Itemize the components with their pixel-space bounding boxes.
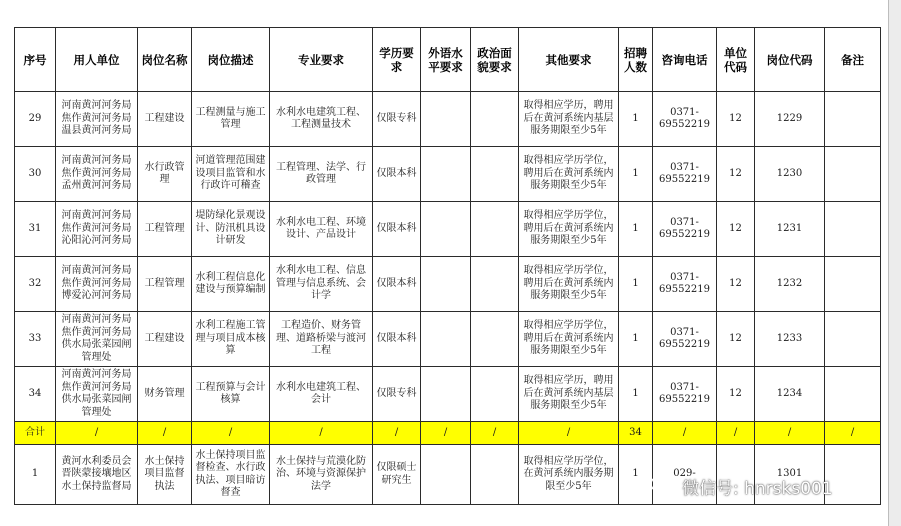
header-major: 专业要求: [270, 28, 373, 92]
cell-phone: 0371-69552219: [653, 147, 717, 202]
cell-lang: [421, 257, 471, 312]
cell-other: 取得相应学历学位，聘用后在黄河系统内服务期限至少5年: [519, 257, 619, 312]
cell-politics: [471, 445, 519, 505]
cell-edu: 仅限硕士研究生: [373, 445, 421, 505]
recruitment-table: [14, 27, 881, 505]
cell-politics: [471, 312, 519, 367]
cell-major: 水土保持与荒漠化防治、环境与资源保护法学: [270, 445, 373, 505]
cell-unit-code: 12: [717, 202, 755, 257]
table-row: [15, 367, 881, 422]
total-slash: /: [138, 422, 192, 445]
cell-no: 31: [15, 202, 56, 257]
table-row: [15, 147, 881, 202]
cell-no: 34: [15, 367, 56, 422]
header-lang: 外语水平要求: [421, 28, 471, 92]
cell-major: 水利水电工程、信息管理与信息系统、会计学: [270, 257, 373, 312]
cell-desc: 水利工程施工管理与项目成本核算: [192, 312, 270, 367]
cell-desc: 水利工程信息化建设与预算编制: [192, 257, 270, 312]
cell-count: 1: [619, 92, 653, 147]
cell-phone: 0371-69552219: [653, 257, 717, 312]
cell-note: [825, 202, 881, 257]
cell-unit: 河南黄河河务局焦作黄河河务局温县黄河河务局: [56, 92, 138, 147]
cell-note: [825, 312, 881, 367]
cell-desc: 工程测量与施工管理: [192, 92, 270, 147]
cell-unit: 河南黄河河务局焦作黄河河务局供水局张菜园闸管理处: [56, 312, 138, 367]
cell-other: 取得相应学历，聘用后在黄河系统内基层服务期限至少5年: [519, 92, 619, 147]
page-top-strip: [0, 0, 901, 22]
cell-note: [825, 367, 881, 422]
cell-politics: [471, 202, 519, 257]
header-politics: 政治面貌要求: [471, 28, 519, 92]
cell-politics: [471, 257, 519, 312]
cell-no: 29: [15, 92, 56, 147]
cell-lang: [421, 202, 471, 257]
cell-desc: 堤防绿化景观设计、防汛机具设计研发: [192, 202, 270, 257]
cell-lang: [421, 147, 471, 202]
header-desc: 岗位描述: [192, 28, 270, 92]
total-slash: /: [373, 422, 421, 445]
cell-post: 工程管理: [138, 202, 192, 257]
cell-unit-code: 12: [717, 367, 755, 422]
cell-edu: 仅限本科: [373, 257, 421, 312]
cell-no: 30: [15, 147, 56, 202]
cell-major: 水利水电建筑工程、工程测量技术: [270, 92, 373, 147]
total-slash: /: [270, 422, 373, 445]
cell-note: [825, 147, 881, 202]
cell-post: 财务管理: [138, 367, 192, 422]
cell-desc: 水土保持项目监督检查、水行政执法、项目暗访督查: [192, 445, 270, 505]
header-row: [15, 28, 881, 92]
cell-unit-code: 12: [717, 257, 755, 312]
wechat-watermark: [650, 472, 833, 500]
header-unit: 用人单位: [56, 28, 138, 92]
cell-count: 1: [619, 367, 653, 422]
cell-unit: 河南黄河河务局焦作黄河河务局供水局张菜园闸管理处: [56, 367, 138, 422]
total-count: 34: [619, 422, 653, 445]
total-slash: /: [56, 422, 138, 445]
cell-phone: 0371-69552219: [653, 202, 717, 257]
cell-post-code: 1233: [755, 312, 825, 367]
cell-count: 1: [619, 445, 653, 505]
cell-politics: [471, 92, 519, 147]
cell-post-code: 1301: [755, 445, 825, 505]
cell-edu: 仅限本科: [373, 202, 421, 257]
cell-phone: 0371-69552219: [653, 92, 717, 147]
cell-count: 1: [619, 312, 653, 367]
cell-no: 1: [15, 445, 56, 505]
cell-note: [825, 92, 881, 147]
cell-politics: [471, 147, 519, 202]
cell-other: 取得相应学历学位，聘用后在黄河系统内服务期限至少5年: [519, 312, 619, 367]
cell-post-code: 1234: [755, 367, 825, 422]
cell-major: 工程管理、法学、行政管理: [270, 147, 373, 202]
cell-politics: [471, 367, 519, 422]
cell-post-code: 1232: [755, 257, 825, 312]
cell-phone: 029-: [653, 445, 717, 505]
cell-count: 1: [619, 257, 653, 312]
table-row: [15, 257, 881, 312]
total-slash: /: [653, 422, 717, 445]
cell-edu: 仅限专科: [373, 367, 421, 422]
cell-post: 工程建设: [138, 92, 192, 147]
cell-edu: 仅限专科: [373, 92, 421, 147]
cell-post: 水行政管理: [138, 147, 192, 202]
cell-unit: 河南黄河河务局焦作黄河河务局孟州黄河河务局: [56, 147, 138, 202]
table-row: [15, 312, 881, 367]
total-slash: /: [192, 422, 270, 445]
table-row: [15, 202, 881, 257]
cell-unit-code: 12: [717, 92, 755, 147]
cell-lang: [421, 92, 471, 147]
cell-major: 工程造价、财务管理、道路桥梁与渡河工程: [270, 312, 373, 367]
cell-post-code: 1229: [755, 92, 825, 147]
header-unit-code: 单位代码: [717, 28, 755, 92]
cell-unit-code: 12: [717, 312, 755, 367]
cell-other: 取得相应学历，聘用后在黄河系统内基层服务期限至少5年: [519, 367, 619, 422]
cell-post: 水土保持项目监督执法: [138, 445, 192, 505]
cell-major: 水利水电工程、环境设计、产品设计: [270, 202, 373, 257]
cell-unit-code: 12: [717, 147, 755, 202]
cell-no: 32: [15, 257, 56, 312]
header-no: 序号: [15, 28, 56, 92]
cell-unit: 黄河水利委员会晋陕蒙接壤地区水土保持监督局: [56, 445, 138, 505]
total-row: [15, 422, 881, 445]
cell-no: 33: [15, 312, 56, 367]
table-row: [15, 92, 881, 147]
cell-edu: 仅限本科: [373, 147, 421, 202]
window-edge: [888, 0, 901, 526]
total-slash: /: [471, 422, 519, 445]
total-label: 合计: [15, 422, 56, 445]
header-post-code: 岗位代码: [755, 28, 825, 92]
cell-count: 1: [619, 147, 653, 202]
cell-lang: [421, 312, 471, 367]
header-edu: 学历要求: [373, 28, 421, 92]
total-slash: /: [519, 422, 619, 445]
total-slash: /: [825, 422, 881, 445]
cell-count: 1: [619, 202, 653, 257]
cell-post: 工程建设: [138, 312, 192, 367]
cell-post-code: 1230: [755, 147, 825, 202]
cell-major: 水利水电建筑工程、会计: [270, 367, 373, 422]
cell-post-code: 1231: [755, 202, 825, 257]
cell-other: 取得相应学历学位，聘用后在黄河系统内服务期限至少5年: [519, 147, 619, 202]
cell-unit: 河南黄河河务局焦作黄河河务局沁阳沁河河务局: [56, 202, 138, 257]
header-post: 岗位名称: [138, 28, 192, 92]
watermark-text: 微信号: hnrsks001: [682, 478, 833, 499]
cell-lang: [421, 367, 471, 422]
cell-other: 取得相应学历学位，聘用后在黄河系统内服务期限至少5年: [519, 202, 619, 257]
total-slash: /: [717, 422, 755, 445]
total-slash: /: [421, 422, 471, 445]
header-count: 招聘人数: [619, 28, 653, 92]
header-other: 其他要求: [519, 28, 619, 92]
cell-unit: 河南黄河河务局焦作黄河河务局博爱沁河河务局: [56, 257, 138, 312]
total-slash: /: [755, 422, 825, 445]
cell-post: 工程管理: [138, 257, 192, 312]
cell-phone: 0371-69552219: [653, 312, 717, 367]
cell-edu: 仅限本科: [373, 312, 421, 367]
cell-other: 取得相应学历学位，在黄河系统内服务期限至少5年: [519, 445, 619, 505]
header-note: 备注: [825, 28, 881, 92]
header-phone: 咨询电话: [653, 28, 717, 92]
cell-lang: [421, 445, 471, 505]
cell-desc: 河道管理范围建设项目监管和水行政许可稽查: [192, 147, 270, 202]
cell-desc: 工程预算与会计核算: [192, 367, 270, 422]
cell-note: [825, 257, 881, 312]
wechat-icon: [650, 475, 676, 497]
cell-phone: 0371-69552219: [653, 367, 717, 422]
